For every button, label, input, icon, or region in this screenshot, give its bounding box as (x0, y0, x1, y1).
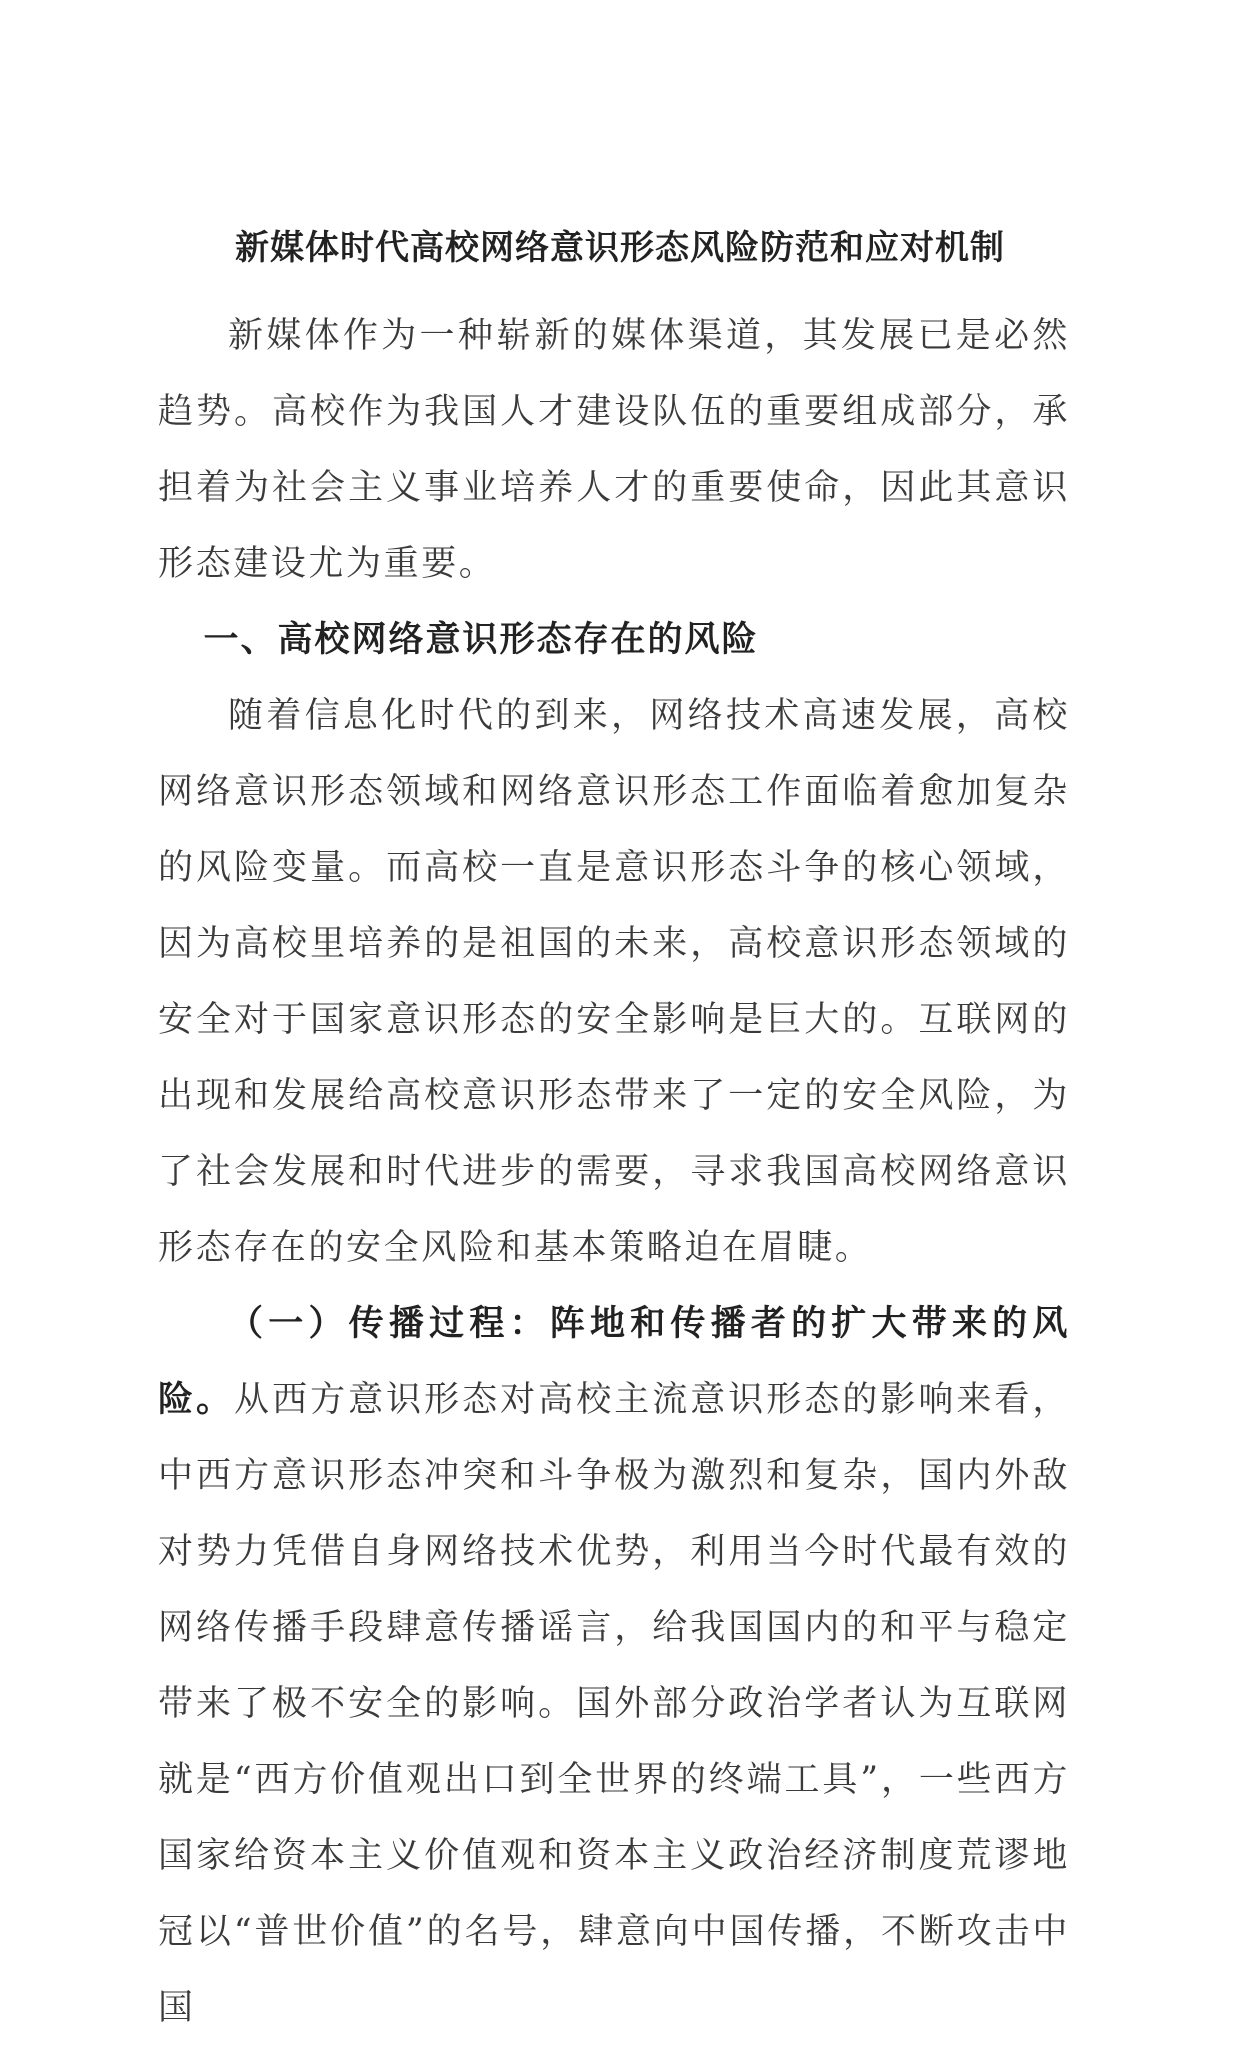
subsection-paragraph (158, 1286, 1070, 2046)
subsection-text: 从西方意识形态对高校主流意识形态的影响来看，中西方意识形态冲突和斗争极为激烈和复杂，国内外敌对势力凭借自身网络技术优势，利用当今时代最有效的网络传播手段肆意传播谣言，给我国国内的和平与稳定带来了极不安全的影响。国外部分政治学者认为互联网就是“西方价值观出口到全世界的终端工具”，一些西方国家给资本主义价值观和资本主义政治经济制度荒谬地冠以“普世价值”的名号，肆意向中国传播，不断攻击中国 (158, 1380, 1071, 2028)
section-paragraph: 随着信息化时代的到来，网络技术高速发展，高校网络意识形态领域和网络意识形态工作面临着愈加复杂的风险变量。而高校一直是意识形态斗争的核心领域，因为高校里培养的是祖国的未来，高校意识形态领域的安全对于国家意识形态的安全影响是巨大的。互联网的出现和发展给高校意识形态带来了一定的安全风险，为了社会发展和时代进步的需要，寻求我国高校网络意识形态存在的安全风险和基本策略迫在眉睫。 (158, 696, 1070, 1268)
subsection-heading: （一）传播过程：阵地和传播者的扩大带来的风险。 (158, 1303, 1070, 1420)
section-heading: 一、高校网络意识形态存在的风险 (203, 619, 759, 660)
document-title: 新媒体时代高校网络意识形态风险防范和应对机制 (235, 228, 1005, 268)
document-body (158, 298, 1070, 2046)
intro-paragraph: 新媒体作为一种崭新的媒体渠道，其发展已是必然趋势。高校作为我国人才建设队伍的重要组成部分，承担着为社会主义事业培养人才的重要使命，因此其意识形态建设尤为重要。 (158, 316, 1070, 584)
